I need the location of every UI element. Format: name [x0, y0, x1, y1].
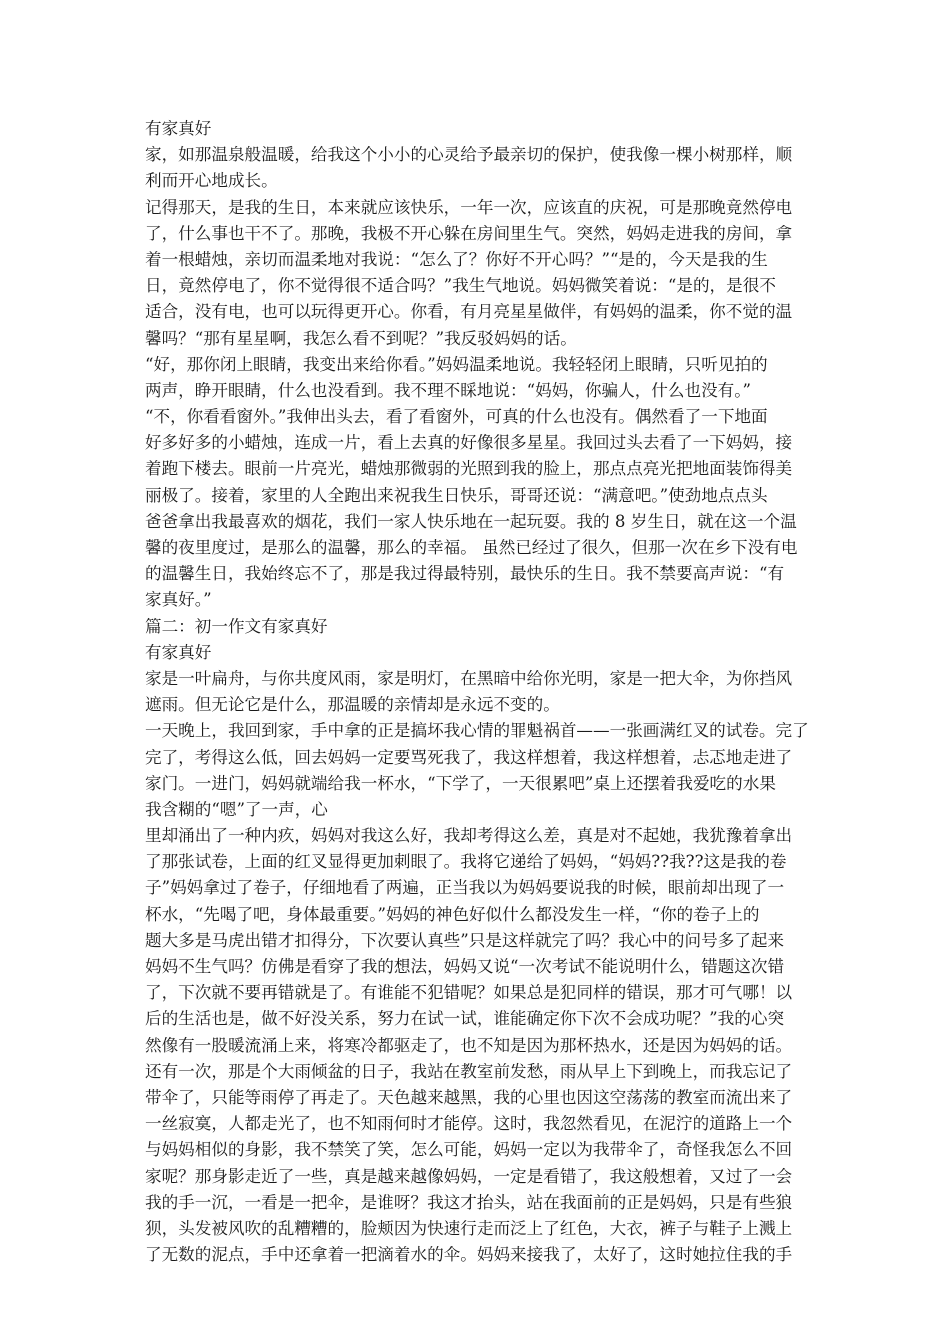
text-line: 家是一叶扁舟，与你共度风雨，家是明灯，在黑暗中给你光明，家是一把大伞，为你挡风	[145, 668, 793, 688]
text-line: 了那张试卷，上面的红叉显得更加刺眼了。我将它递给了妈妈，“妈妈??我??这是我的卷	[145, 852, 787, 872]
text-line: 的温馨生日，我始终忘不了，那是我过得最特别，最快乐的生日。我不禁要高声说：“有	[145, 564, 785, 584]
text-line: 了，什么事也干不了。那晚，我极不开心躲在房间里生气。突然，妈妈走进我的房间，拿	[145, 223, 793, 243]
text-line: 两声，睁开眼睛，什么也没看到。我不理不睬地说：“妈妈，你骗人，什么也没有。”	[145, 380, 752, 400]
text-line: 题大多是马虎出错才扣得分，下次要认真些”只是这样就完了吗？我心中的问号多了起来	[145, 930, 785, 950]
text-line: 完了，考得这么低，回去妈妈一定要骂死我了，我这样想着，我这样想着，忐忑地走进了	[145, 747, 793, 767]
text-line: 家门。一进门，妈妈就端给我一杯水，“下学了，一天很累吧”桌上还摆着我爱吃的水果	[145, 773, 776, 793]
text-line: 还有一次，那是个大雨倾盆的日子，我站在教室前发愁，雨从早上下到晚上，而我忘记了	[145, 1061, 793, 1081]
text-line: 着一根蜡烛，亲切而温柔地对我说：“怎么了？你好不开心吗？”“是的，今天是我的生	[145, 249, 768, 269]
text-line: 家真好。”	[145, 590, 212, 610]
text-line: 带伞了，只能等雨停了再走了。天色越来越黑，我的心里也因这空荡荡的教室而流出来了	[145, 1087, 793, 1107]
text-line: 杯水，“先喝了吧，身体最重要。”妈妈的神色好似什么都没发生一样，“你的卷子上的	[145, 904, 760, 924]
text-line: 适合，没有电，也可以玩得更开心。你看，有月亮星星做伴，有妈妈的温柔，你不觉的温	[145, 302, 793, 322]
text-line: 狈，头发被风吹的乱糟糟的，脸颊因为快速行走而泛上了红色，大衣，裤子与鞋子上溅上	[145, 1218, 793, 1238]
text-line: 子”妈妈拿过了卷子，仔细地看了两遍，正当我以为妈妈要说我的时候，眼前却出现了一	[145, 878, 785, 898]
text-line: 有家真好	[145, 119, 212, 138]
text-line: 丽极了。接着，家里的人全跑出来祝我生日快乐，哥哥还说：“满意吧。”使劲地点点头	[145, 485, 768, 505]
text-line: 家，如那温泉般温暖，给我这个小小的心灵给予最亲切的保护，使我像一棵小树那样，顺	[145, 145, 793, 165]
text-line: 妈妈不生气吗？仿佛是看穿了我的想法，妈妈又说“一次考试不能说明什么，错题这次错	[145, 957, 785, 976]
text-line: 日，竟然停电了，你不觉得很不适合吗？”我生气地说。妈妈微笑着说：“是的，是很不	[145, 276, 776, 296]
text-line: 一丝寂寞，人都走光了，也不知雨何时才能停。这时，我忽然看见，在泥泞的道路上一个	[145, 1114, 793, 1134]
text-line: 好多好多的小蜡烛，连成一片，看上去真的好像很多星星。我回过头去看了一下妈妈，接	[145, 433, 793, 453]
text-line: 我的手一沉，一看是一把伞，是谁呀？我这才抬头，站在我面前的正是妈妈，只是有些狼	[145, 1192, 793, 1212]
text-line: 有家真好	[145, 642, 212, 662]
text-line: 我含糊的“嗯”了一声，心	[145, 799, 328, 819]
text-line: 记得那天，是我的生日，本来就应该快乐，一年一次，应该直的庆祝，可是那晚竟然停电	[145, 197, 793, 217]
text-line: 了无数的泥点，手中还拿着一把滴着水的伞。妈妈来接我了，太好了，这时她拉住我的手	[145, 1245, 793, 1265]
text-line: 一天晚上，我回到家，手中拿的正是搞坏我心情的罪魁祸首——一张画满红叉的试卷。完了	[145, 721, 809, 741]
text-line: 后的生活也是，做不好没关系，努力在试一试，谁能确定你下次不会成功呢？”我的心突	[145, 1009, 785, 1029]
text-line: “好，那你闭上眼睛，我变出来给你看。”妈妈温柔地说。我轻轻闭上眼睛，只听见拍的	[145, 354, 768, 374]
text-line: 馨吗？“那有星星啊，我怎么看不到呢？”我反驳妈妈的话。	[145, 328, 577, 348]
document-body	[145, 116, 810, 1268]
text-line: 遮雨。但无论它是什么，那温暖的亲情却是永远不变的。	[145, 695, 560, 715]
text-line: 着跑下楼去。眼前一片亮光，蜡烛那微弱的光照到我的脸上，那点点亮光把地面装饰得美	[145, 459, 793, 479]
text-line: 篇二：初一作文有家真好	[145, 616, 328, 636]
text-line: 家呢？那身影走近了一些，真是越来越像妈妈，一定是看错了，我这般想着，又过了一会	[145, 1166, 793, 1186]
text-line: 了，下次就不要再错就是了。有谁能不犯错呢？如果总是犯同样的错误，那才可气哪！以	[145, 983, 793, 1003]
text-line: 与妈妈相似的身影，我不禁笑了笑，怎么可能，妈妈一定以为我带伞了，奇怪我怎么不回	[145, 1140, 793, 1160]
text-line: 里却涌出了一种内疚，妈妈对我这么好，我却考得这么差，真是对不起她，我犹豫着拿出	[145, 826, 793, 846]
text-line: 利而开心地成长。	[145, 171, 278, 191]
text-line: 然像有一股暖流涌上来，将寒冷都驱走了，也不知是因为那杯热水，还是因为妈妈的话。	[145, 1035, 793, 1055]
text-line: 馨的夜里度过，是那么的温馨，那么的幸福。 虽然已经过了很久，但那一次在乡下没有电	[145, 538, 798, 557]
text-line: 爸爸拿出我最喜欢的烟花，我们一家人快乐地在一起玩耍。我的 8 岁生日，就在这一个温	[145, 511, 797, 531]
text-line: “不，你看看窗外。”我伸出头去，看了看窗外，可真的什么也没有。偶然看了一下地面	[145, 407, 768, 427]
